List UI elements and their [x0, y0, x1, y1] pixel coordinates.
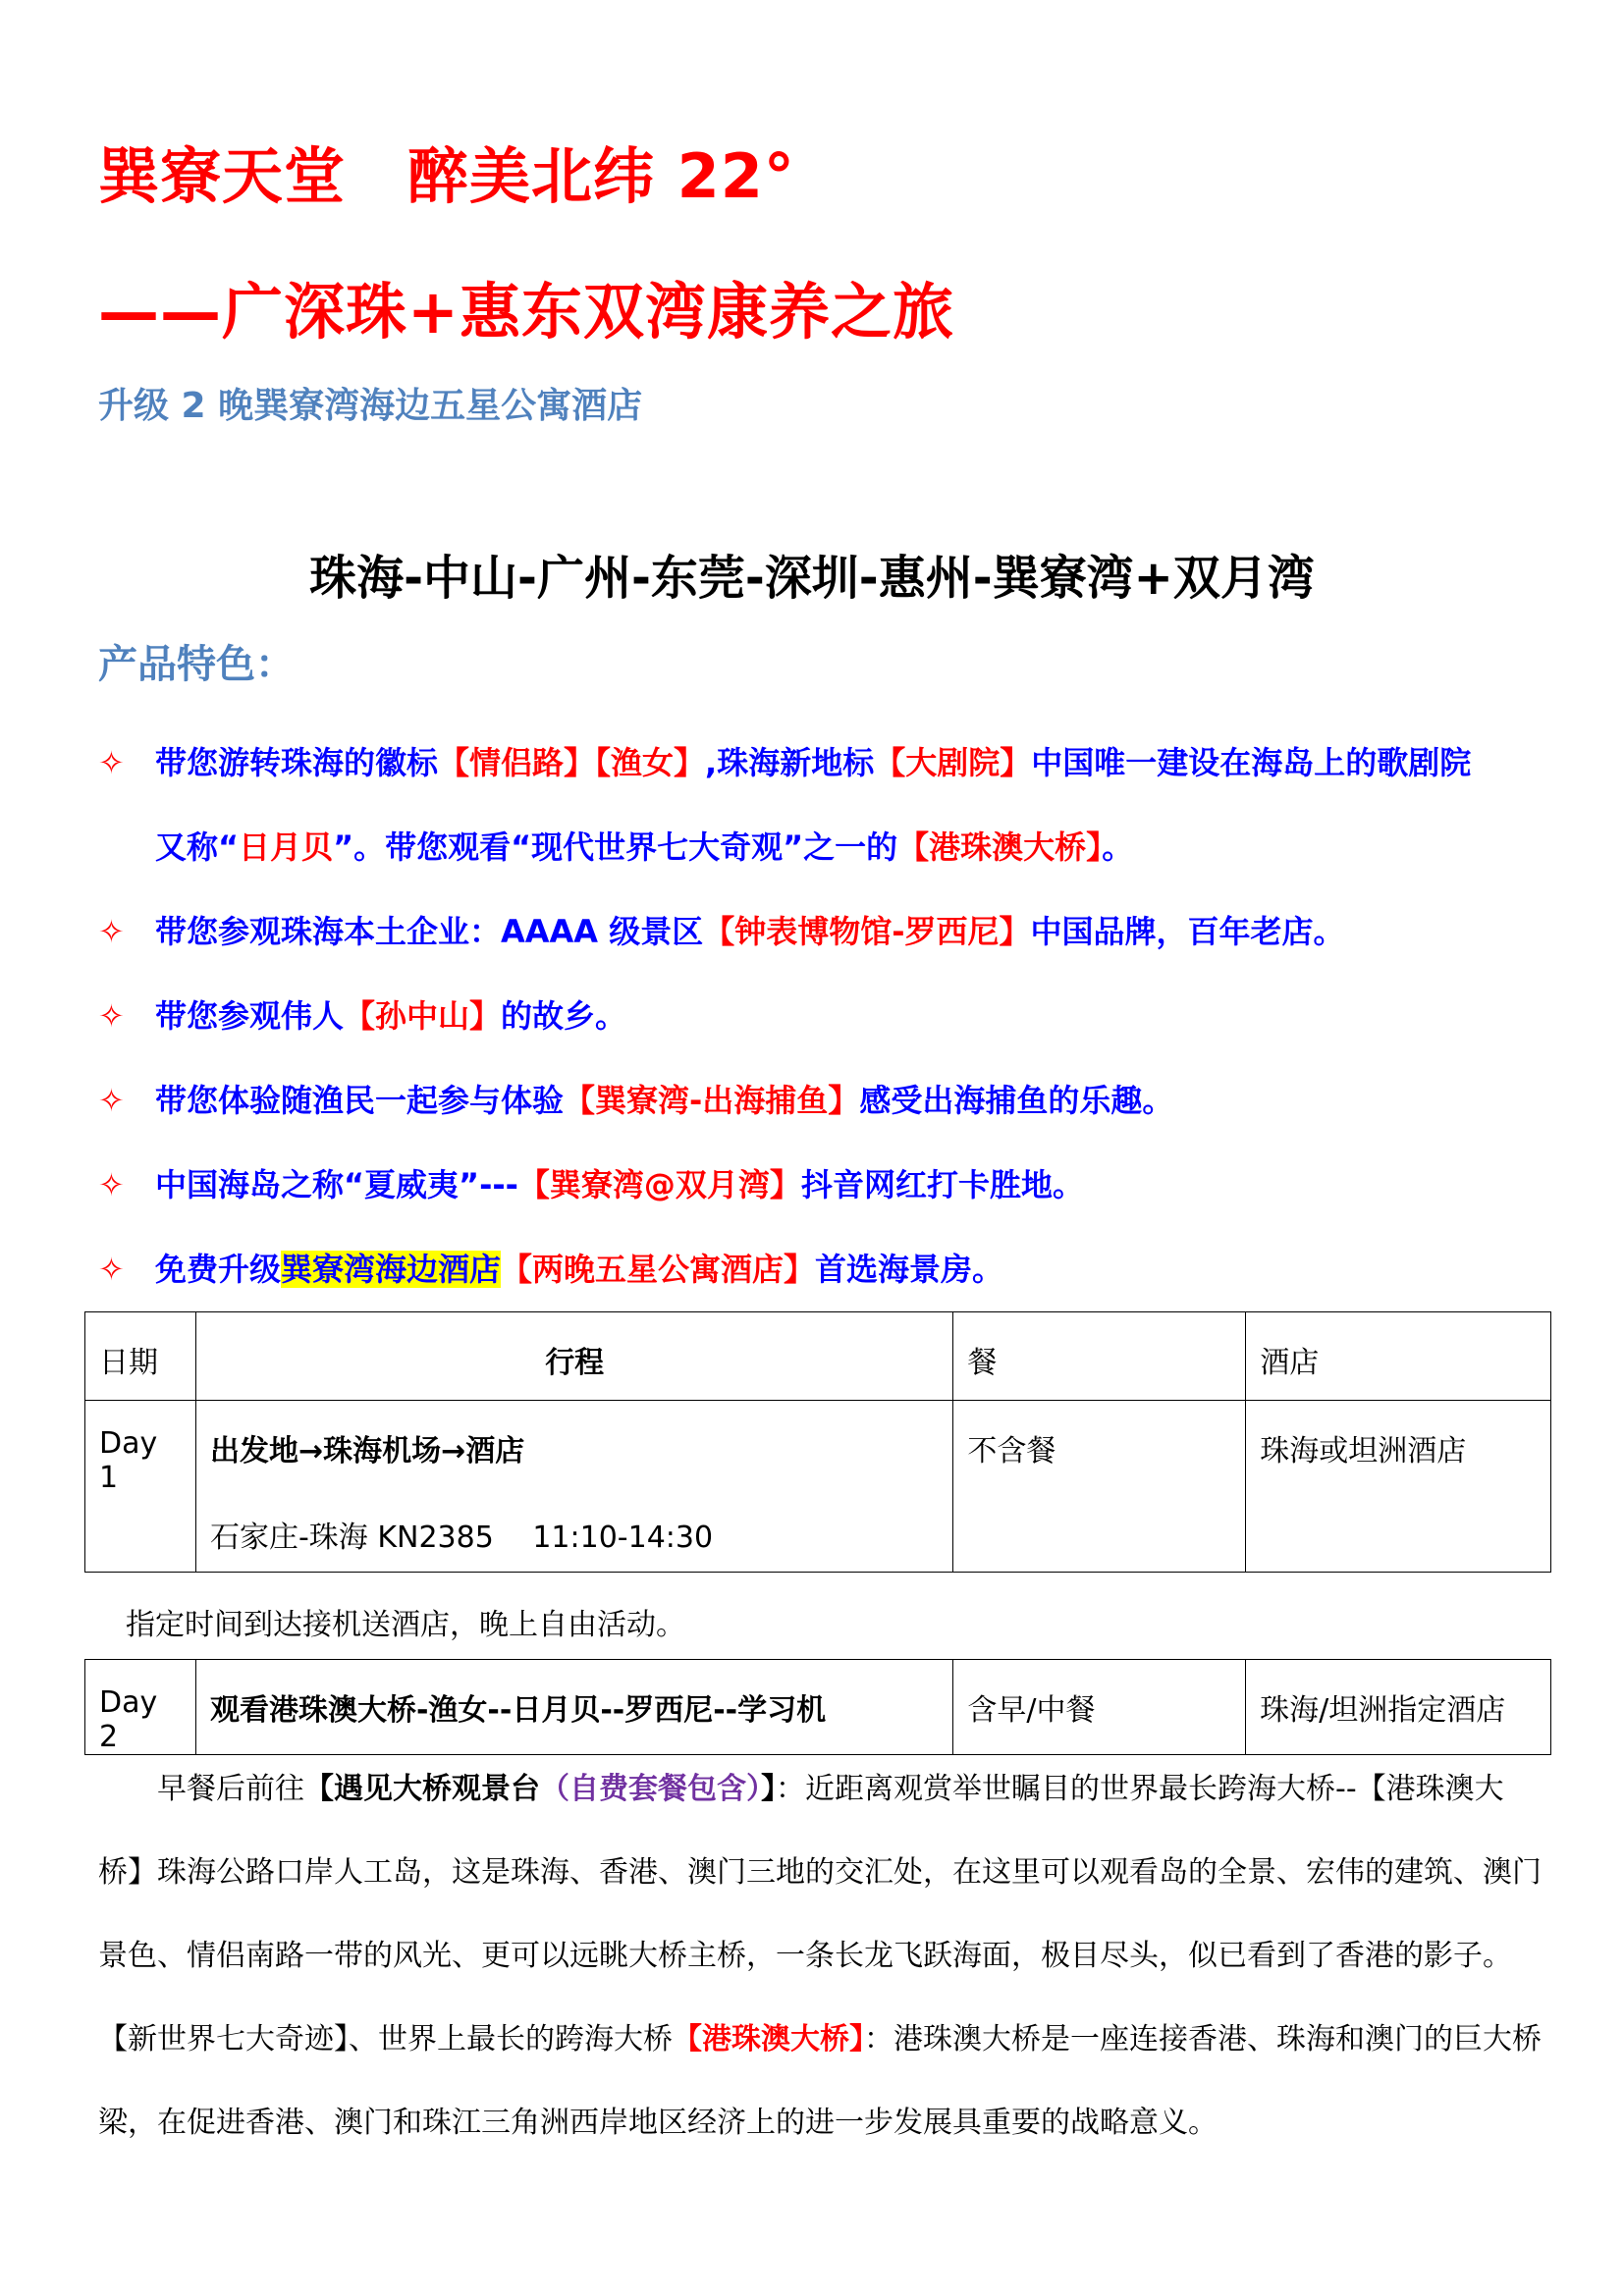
day2-hotel: 珠海/坦洲指定酒店 — [1260, 1693, 1506, 1728]
feature-highlight: 【孙中山】 — [344, 997, 502, 1035]
feature-text: 又称“ — [155, 828, 240, 866]
feature-text: 带您游转珠海的徽标 — [155, 744, 439, 781]
feature-text: 带您参观珠海本土企业：AAAA 级景区 — [155, 913, 704, 950]
feature-highlight: 【渔女】 — [595, 744, 706, 781]
star-bullet-icon: ✧ — [98, 1082, 125, 1119]
desc-bold: 】 — [761, 1772, 776, 1806]
feature-text: ,珠海新地标 — [705, 744, 875, 781]
subtitle: 升级 2 晚巽寮湾海边五星公寓酒店 — [98, 386, 643, 426]
desc-red-bold: 【港珠澳大桥】 — [673, 2022, 864, 2056]
day2-meal: 含早/中餐 — [967, 1693, 1096, 1728]
feature-text: 带您参观伟人 — [155, 997, 345, 1035]
desc-bold: 【遇见大桥观景台 — [304, 1772, 540, 1806]
header-itinerary: 行程 — [545, 1346, 605, 1380]
star-bullet-icon: ✧ — [98, 1166, 125, 1203]
feature-highlight: 【钟表博物馆-罗西尼】 — [703, 913, 1031, 950]
header-date: 日期 — [99, 1346, 158, 1380]
feature-text: 首选海景房。 — [815, 1251, 1004, 1288]
feature-highlight: 【情侣路】 — [438, 744, 596, 781]
day2-route: 观看港珠澳大桥-渔女--日月贝--罗西尼--学习机 — [209, 1693, 827, 1728]
feature-text: ”。带您观看“现代世界七大奇观”之一的 — [333, 828, 898, 866]
day1-date: Day 1 — [99, 1426, 158, 1495]
title-line-2: ——广深珠+惠东双湾康养之旅 — [98, 276, 954, 347]
feature-text: 。 — [1102, 828, 1134, 866]
feature-item-5 — [98, 1160, 1084, 1205]
star-bullet-icon: ✧ — [98, 744, 125, 781]
feature-text: 免费升级 — [155, 1251, 282, 1288]
star-bullet-icon: ✧ — [98, 913, 125, 950]
header-meal: 餐 — [967, 1346, 998, 1380]
feature-item-4 — [98, 1076, 1173, 1121]
feature-text: 抖音网红打卡胜地。 — [800, 1166, 1084, 1203]
desc-text: 早餐后前往 — [157, 1772, 304, 1806]
day1-flight: 石家庄-珠海 KN2385 11:10-14:30 — [209, 1521, 714, 1555]
feature-item-1 — [98, 738, 1471, 783]
day2-date: Day 2 — [99, 1685, 158, 1754]
day1-meal: 不含餐 — [967, 1434, 1056, 1468]
day2-description — [98, 1747, 1542, 2164]
feature-item-6 — [98, 1245, 1003, 1290]
star-bullet-icon: ✧ — [98, 1251, 125, 1288]
feature-item-3 — [98, 991, 626, 1037]
feature-highlight: 【巽寮湾-出海捕鱼】 — [564, 1082, 860, 1119]
feature-text: 带您体验随渔民一起参与体验 — [155, 1082, 565, 1119]
title-line-1: 巽寮天堂 醉美北纬 22° — [98, 140, 795, 212]
feature-highlight: 【港珠澳大桥】 — [897, 828, 1103, 866]
itinerary-table-day2 — [84, 1659, 1551, 1755]
feature-text: 中国品牌，百年老店。 — [1030, 913, 1345, 950]
itinerary-table-day1 — [84, 1311, 1551, 1573]
feature-text: 的故乡。 — [501, 997, 627, 1035]
table-row — [85, 1401, 1551, 1573]
feature-item-2 — [98, 907, 1345, 952]
star-bullet-icon: ✧ — [98, 997, 125, 1035]
desc-purple: （自费套餐包含） — [540, 1772, 761, 1806]
feature-highlight: 【巽寮湾@双月湾】 — [517, 1166, 801, 1203]
features-heading: 产品特色： — [98, 642, 295, 687]
feature-text: 中国唯一建设在海岛上的歌剧院 — [1031, 744, 1472, 781]
desc-text: ：近距离观赏举世瞩目的世界最长跨海大桥--【港珠澳大桥】珠海公路口岸人工岛，这是珠海、香港、澳门三地的交汇处，在这里可以观看岛的全景、宏伟的建筑、澳门景色、情侣南路一带的风光、更可以远眺大桥主桥，一条长龙飞跃海面，极目尽头，似已看到了香港的影子。【新世界七大奇迹】、世界上最长的跨海大桥 — [98, 1772, 1542, 2056]
table-row — [85, 1660, 1551, 1755]
day1-route: 出发地→珠海机场→酒店 — [209, 1434, 525, 1468]
table-header-row — [85, 1312, 1551, 1401]
route-heading: 珠海-中山-广州-东莞-深圳-惠州-巽寮湾+双月湾 — [309, 551, 1315, 606]
feature-highlight: 【大剧院】 — [874, 744, 1032, 781]
day1-note: 指定时间到达接机送酒店，晚上自由活动。 — [126, 1608, 685, 1642]
feature-highlight: 日月贝 — [239, 828, 334, 866]
feature-text: 感受出海捕鱼的乐趣。 — [859, 1082, 1174, 1119]
feature-highlight: 【两晚五星公寓酒店】 — [501, 1251, 816, 1288]
header-hotel: 酒店 — [1260, 1346, 1320, 1380]
desc-text: ：港珠澳大桥是一座连接香港、珠海和澳门的巨大桥梁，在促进香港、澳门和珠江三角洲西岸地区经济上的进一步发展具重要的战略意义。 — [98, 2022, 1542, 2140]
day1-hotel: 珠海或坦洲酒店 — [1260, 1434, 1467, 1468]
highlighted-text: 巽寮湾海边酒店 — [281, 1251, 502, 1288]
feature-text: 中国海岛之称“夏威夷”--- — [155, 1166, 518, 1203]
feature-item-1-cont — [155, 823, 1133, 868]
